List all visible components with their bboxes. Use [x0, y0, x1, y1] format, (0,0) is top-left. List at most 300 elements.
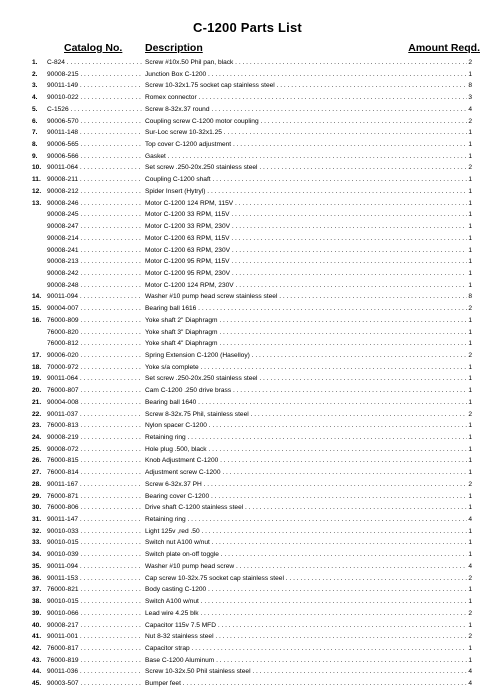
part-description: [145, 479, 467, 491]
parts-row: [0, 256, 495, 268]
part-description: [145, 69, 467, 81]
catalog-number: [47, 303, 142, 315]
catalog-number: [47, 455, 142, 467]
catalog-number: [47, 479, 142, 491]
catalog-number: [47, 92, 142, 104]
catalog-number-text: 90006-570: [47, 117, 79, 125]
item-number: 28.: [32, 480, 42, 488]
item-number: 35.: [32, 562, 42, 570]
item-number: 15.: [32, 305, 42, 313]
amount-required: 1: [468, 422, 472, 430]
part-description: [145, 397, 467, 409]
catalog-number-text: 76000-812: [47, 340, 79, 348]
amount-required: 1: [468, 223, 472, 231]
amount-required: 1: [468, 176, 472, 184]
amount-required: 4: [468, 680, 472, 688]
parts-row: [0, 537, 495, 549]
catalog-number-text: 90008-247: [47, 223, 79, 231]
catalog-number-text: 76000-813: [47, 422, 79, 430]
catalog-number-text: 90006-020: [47, 351, 79, 359]
item-number: 12.: [32, 187, 42, 195]
item-number: 9.: [32, 152, 38, 160]
item-number: 42.: [32, 644, 42, 652]
part-description: [145, 678, 467, 690]
part-description-text: Switch plate on-off toggle: [145, 551, 219, 559]
catalog-number: [47, 573, 142, 585]
parts-row: [0, 327, 495, 339]
item-number: 2.: [32, 70, 38, 78]
part-description-text: Motor C-1200 95 RPM, 230V: [145, 269, 231, 277]
catalog-number-text: 76000-871: [47, 492, 79, 500]
catalog-number-text: 90008-246: [47, 199, 79, 207]
amount-required: 4: [468, 516, 472, 524]
parts-row: [0, 338, 495, 350]
part-description-text: Retaining ring: [145, 434, 186, 441]
catalog-number: [47, 315, 142, 327]
catalog-number: [47, 139, 142, 151]
part-description-text: Sur-Loc screw 10-32x1.25: [145, 129, 222, 137]
amount-required: 1: [468, 445, 472, 453]
part-description-text: Body casting C-1200: [145, 586, 207, 594]
catalog-number: [47, 162, 142, 174]
parts-row: [0, 620, 495, 632]
part-description-text: Nylon spacer C-1200: [145, 422, 207, 430]
parts-row: [0, 69, 495, 81]
part-description-text: Motor C-1200 124 RPM, 115V: [145, 199, 234, 207]
parts-row: [0, 162, 495, 174]
catalog-number-text: 76000-820: [47, 328, 79, 336]
part-description-text: Retaining ring: [145, 516, 186, 524]
parts-row: [0, 198, 495, 210]
item-number: 10.: [32, 164, 42, 172]
part-description: [145, 233, 467, 245]
part-description-text: Yoke s/a complete: [145, 363, 199, 371]
catalog-number-text: 90011-147: [47, 516, 79, 524]
item-number: 7.: [32, 129, 38, 137]
catalog-number: [47, 678, 142, 690]
catalog-number-text: 90010-066: [47, 609, 79, 617]
amount-required: 1: [468, 492, 472, 500]
part-description-text: Switch A100 w/nut: [145, 598, 199, 606]
part-description-text: Switch nut A100 w/nut: [145, 539, 210, 547]
catalog-number-text: 76000-809: [47, 316, 79, 324]
parts-row: [0, 233, 495, 245]
amount-required: 2: [468, 59, 472, 66]
header-description: Description: [145, 42, 203, 54]
catalog-number: [47, 233, 142, 245]
part-description: [145, 409, 467, 421]
catalog-number-text: 90011-167: [47, 480, 79, 488]
amount-required: 1: [468, 211, 472, 219]
part-description: [145, 526, 467, 538]
catalog-number-text: 90008-217: [47, 621, 79, 629]
catalog-number-text: 90010-015: [47, 598, 79, 606]
part-description-text: Screw 10-32x1.75 socket cap stainless steel: [145, 82, 275, 90]
catalog-number-text: 90011-149: [47, 82, 79, 90]
part-description: [145, 174, 467, 186]
amount-required: 1: [468, 539, 472, 547]
item-number: 17.: [32, 351, 42, 359]
catalog-number-text: 90011-148: [47, 129, 79, 137]
catalog-number-text: C-1526: [47, 105, 69, 113]
amount-required: 4: [468, 562, 472, 570]
amount-required: 4: [468, 105, 472, 113]
parts-row: [0, 221, 495, 233]
catalog-number-text: 90008-245: [47, 211, 79, 219]
catalog-number-text: 76000-821: [47, 586, 79, 594]
catalog-number-text: 90006-566: [47, 152, 79, 160]
catalog-number-text: 70000-972: [47, 363, 79, 371]
part-description: [145, 643, 467, 655]
part-description: [145, 514, 467, 526]
part-description-text: Washer #10 pump head screw stainless steel: [145, 293, 278, 301]
catalog-number: [47, 280, 142, 292]
part-description: [145, 655, 467, 667]
catalog-number: [47, 362, 142, 374]
parts-row: [0, 549, 495, 561]
catalog-number: [47, 491, 142, 503]
catalog-number: [47, 526, 142, 538]
catalog-number-text: 76000-807: [47, 387, 79, 395]
parts-row: [0, 655, 495, 667]
catalog-number-text: 90010-022: [47, 94, 79, 102]
catalog-number: [47, 373, 142, 385]
part-description: [145, 444, 467, 456]
catalog-number: [47, 327, 142, 339]
part-description-text: Capacitor strap: [145, 644, 190, 652]
part-description: [145, 256, 467, 268]
catalog-number-text: 90008-212: [47, 187, 79, 195]
catalog-number: [47, 631, 142, 643]
part-description: [145, 162, 467, 174]
amount-required: 1: [468, 258, 472, 266]
part-description-text: Motor C-1200 33 RPM, 230V: [145, 223, 231, 231]
catalog-number-text: 90003-507: [47, 680, 79, 688]
item-number: 45.: [32, 680, 42, 688]
parts-row: [0, 280, 495, 292]
catalog-number: [47, 596, 142, 608]
part-description-text: Yoke shaft 4" Diaphragm: [145, 340, 218, 348]
catalog-number: [47, 221, 142, 233]
catalog-number: [47, 620, 142, 632]
catalog-number: [47, 655, 142, 667]
catalog-number: [47, 561, 142, 573]
header-amount-required: Amount Reqd.: [408, 42, 480, 54]
catalog-number-text: 90010-033: [47, 527, 79, 535]
item-number: 23.: [32, 422, 42, 430]
parts-row: [0, 666, 495, 678]
part-description: [145, 291, 467, 303]
part-description-text: Bearing cover C-1200: [145, 492, 210, 500]
catalog-number: [47, 385, 142, 397]
amount-required: 8: [468, 82, 472, 90]
part-description: [145, 116, 467, 128]
part-description: [145, 151, 467, 163]
amount-required: 1: [468, 281, 472, 289]
part-description: [145, 350, 467, 362]
catalog-number-text: 90008-215: [47, 70, 79, 78]
part-description: [145, 432, 467, 444]
amount-required: 1: [468, 656, 472, 664]
item-number: 36.: [32, 574, 42, 582]
parts-row: [0, 409, 495, 421]
catalog-number: [47, 198, 142, 210]
part-description-text: Lead wire 4.25 blk: [145, 609, 199, 617]
amount-required: 1: [468, 129, 472, 137]
part-description: [145, 280, 467, 292]
catalog-number-text: 76000-817: [47, 644, 79, 652]
amount-required: 1: [468, 363, 472, 371]
part-description: [145, 92, 467, 104]
item-number: 25.: [32, 445, 42, 453]
part-description-text: Cam C-1200 .250 drive brass: [145, 387, 232, 395]
part-description: [145, 186, 467, 198]
item-number: 39.: [32, 609, 42, 617]
catalog-number: [47, 502, 142, 514]
part-description: [145, 561, 467, 573]
catalog-number: [47, 397, 142, 409]
part-description-text: Screw 8-32x.75 Phil, stainless steel: [145, 410, 249, 418]
page-title: C-1200 Parts List: [193, 20, 302, 35]
part-description: [145, 455, 467, 467]
catalog-number: [47, 409, 142, 421]
part-description: [145, 57, 467, 69]
part-description-text: Spider Insert (Hytryl): [145, 187, 206, 195]
part-description: [145, 338, 467, 350]
parts-row: [0, 127, 495, 139]
part-description-text: Bumper feet: [145, 680, 181, 688]
header-catalog-number: Catalog No.: [64, 42, 123, 54]
part-description-text: Yoke shaft 2" Diaphragm: [145, 316, 218, 324]
amount-required: 1: [468, 644, 472, 652]
part-description: [145, 385, 467, 397]
part-description-text: Hole plug .500, black: [145, 445, 207, 453]
part-description: [145, 315, 467, 327]
parts-row: [0, 526, 495, 538]
item-number: 29.: [32, 492, 42, 500]
catalog-number: [47, 350, 142, 362]
amount-required: 1: [468, 328, 472, 336]
catalog-number: [47, 537, 142, 549]
part-description: [145, 198, 467, 210]
parts-row: [0, 245, 495, 257]
item-number: 8.: [32, 141, 38, 149]
amount-required: 8: [468, 293, 472, 301]
part-description-text: Knob Adjustment C-1200: [145, 457, 219, 465]
amount-required: 4: [468, 668, 472, 676]
item-number: 22.: [32, 410, 42, 418]
parts-row: [0, 678, 495, 690]
parts-row: [0, 186, 495, 198]
catalog-number: [47, 151, 142, 163]
catalog-number: [47, 116, 142, 128]
parts-row: [0, 116, 495, 128]
catalog-number: [47, 245, 142, 257]
part-description-text: Motor C-1200 33 RPM, 115V: [145, 211, 230, 219]
part-description: [145, 420, 467, 432]
amount-required: 1: [468, 152, 472, 160]
part-description: [145, 303, 467, 315]
item-number: 43.: [32, 656, 42, 664]
catalog-number-text: 90010-039: [47, 551, 79, 559]
parts-row: [0, 596, 495, 608]
catalog-number: [47, 174, 142, 186]
part-description-text: Gasket: [145, 152, 166, 160]
item-number: 31.: [32, 516, 42, 524]
part-description: [145, 245, 467, 257]
parts-row: [0, 573, 495, 585]
part-description: [145, 631, 467, 643]
parts-row: [0, 643, 495, 655]
parts-list: [0, 57, 495, 690]
catalog-number-text: 76000-819: [47, 656, 79, 664]
amount-required: 1: [468, 141, 472, 149]
part-description-text: Top cover C-1200 adjustment: [145, 141, 232, 149]
amount-required: 3: [468, 94, 472, 102]
catalog-number: [47, 57, 142, 69]
parts-row: [0, 467, 495, 479]
amount-required: 2: [468, 410, 472, 418]
part-description: [145, 139, 467, 151]
part-description-text: Cap screw 10-32x.75 socket cap stainless steel: [145, 574, 284, 582]
parts-row: [0, 561, 495, 573]
catalog-number: [47, 467, 142, 479]
amount-required: 2: [468, 633, 472, 641]
parts-row: [0, 455, 495, 467]
item-number: 16.: [32, 316, 42, 324]
catalog-number-text: 90006-565: [47, 141, 79, 149]
catalog-number-text: 90008-211: [47, 176, 79, 184]
catalog-number-text: 90008-213: [47, 258, 79, 266]
amount-required: 1: [468, 598, 472, 606]
catalog-number-text: 90010-015: [47, 539, 79, 547]
parts-row: [0, 315, 495, 327]
catalog-number: [47, 514, 142, 526]
catalog-number-text: 90011-153: [47, 574, 79, 582]
item-number: 24.: [32, 434, 42, 441]
item-number: 37.: [32, 586, 42, 594]
catalog-number: [47, 643, 142, 655]
catalog-number-text: 90008-219: [47, 434, 79, 441]
item-number: 27.: [32, 469, 42, 477]
amount-required: 1: [468, 398, 472, 406]
catalog-number: [47, 256, 142, 268]
catalog-number: [47, 338, 142, 350]
part-description: [145, 268, 467, 280]
part-description-text: Light 125v ,red .50: [145, 527, 200, 535]
amount-required: 2: [468, 480, 472, 488]
catalog-number: [47, 69, 142, 81]
item-number: 13.: [32, 199, 42, 207]
item-number: 38.: [32, 598, 42, 606]
item-number: 20.: [32, 387, 42, 395]
part-description-text: Coupling screw C-1200 motor coupling: [145, 117, 259, 125]
parts-row: [0, 502, 495, 514]
part-description-text: Capacitor 115v 7.5 MFD: [145, 621, 216, 629]
parts-row: [0, 373, 495, 385]
amount-required: 1: [468, 586, 472, 594]
parts-row: [0, 491, 495, 503]
parts-row: [0, 584, 495, 596]
amount-required: 1: [468, 269, 472, 277]
catalog-number-text: 76000-814: [47, 469, 79, 477]
part-description-text: Coupling C-1200 shaft: [145, 176, 211, 184]
item-number: 40.: [32, 621, 42, 629]
amount-required: 1: [468, 375, 472, 383]
part-description-text: Bearing ball 1640: [145, 398, 197, 406]
amount-required: 1: [468, 340, 472, 348]
parts-row: [0, 209, 495, 221]
part-description-text: Screw 10-32x.50 Phil stainless steel: [145, 668, 251, 676]
part-description-text: Bearing ball 1616: [145, 305, 197, 313]
catalog-number-text: 76000-806: [47, 504, 79, 512]
part-description-text: Romex connector: [145, 94, 197, 102]
part-description: [145, 596, 467, 608]
item-number: 34.: [32, 551, 42, 559]
catalog-number-text: 90011-001: [47, 633, 79, 641]
catalog-number: [47, 186, 142, 198]
parts-row: [0, 174, 495, 186]
parts-row: [0, 631, 495, 643]
catalog-number-text: 90011-094: [47, 562, 79, 570]
parts-row: [0, 432, 495, 444]
part-description-text: Spring Extension C-1200 (Haselloy): [145, 351, 250, 359]
parts-row: [0, 514, 495, 526]
part-description: [145, 221, 467, 233]
item-number: 4.: [32, 94, 38, 102]
part-description: [145, 80, 467, 92]
amount-required: 1: [468, 316, 472, 324]
catalog-number: [47, 444, 142, 456]
catalog-number: [47, 666, 142, 678]
parts-row: [0, 608, 495, 620]
parts-row: [0, 479, 495, 491]
part-description-text: Motor C-1200 63 RPM, 115V: [145, 234, 230, 242]
part-description: [145, 666, 467, 678]
catalog-number: [47, 608, 142, 620]
parts-row: [0, 362, 495, 374]
amount-required: 2: [468, 351, 472, 359]
amount-required: 1: [468, 469, 472, 477]
parts-row: [0, 444, 495, 456]
amount-required: 1: [468, 551, 472, 559]
item-number: 19.: [32, 375, 42, 383]
item-number: 5.: [32, 105, 38, 113]
catalog-number-text: C-824: [47, 59, 65, 66]
catalog-number: [47, 80, 142, 92]
amount-required: 2: [468, 574, 472, 582]
amount-required: 1: [468, 234, 472, 242]
catalog-number-text: 90011-036: [47, 668, 79, 676]
parts-row: [0, 139, 495, 151]
catalog-number-text: 90004-007: [47, 305, 79, 313]
amount-required: 2: [468, 117, 472, 125]
part-description: [145, 573, 467, 585]
parts-row: [0, 350, 495, 362]
amount-required: 1: [468, 199, 472, 207]
part-description-text: Motor C-1200 63 RPM, 230V: [145, 246, 231, 254]
item-number: 6.: [32, 117, 38, 125]
catalog-number: [47, 584, 142, 596]
part-description: [145, 327, 467, 339]
part-description: [145, 491, 467, 503]
catalog-number-text: 90008-241: [47, 246, 79, 254]
catalog-number-text: 90011-064: [47, 164, 79, 172]
catalog-number-text: 90011-064: [47, 375, 79, 383]
catalog-number-text: 76000-815: [47, 457, 79, 465]
parts-row: [0, 303, 495, 315]
parts-row: [0, 104, 495, 116]
